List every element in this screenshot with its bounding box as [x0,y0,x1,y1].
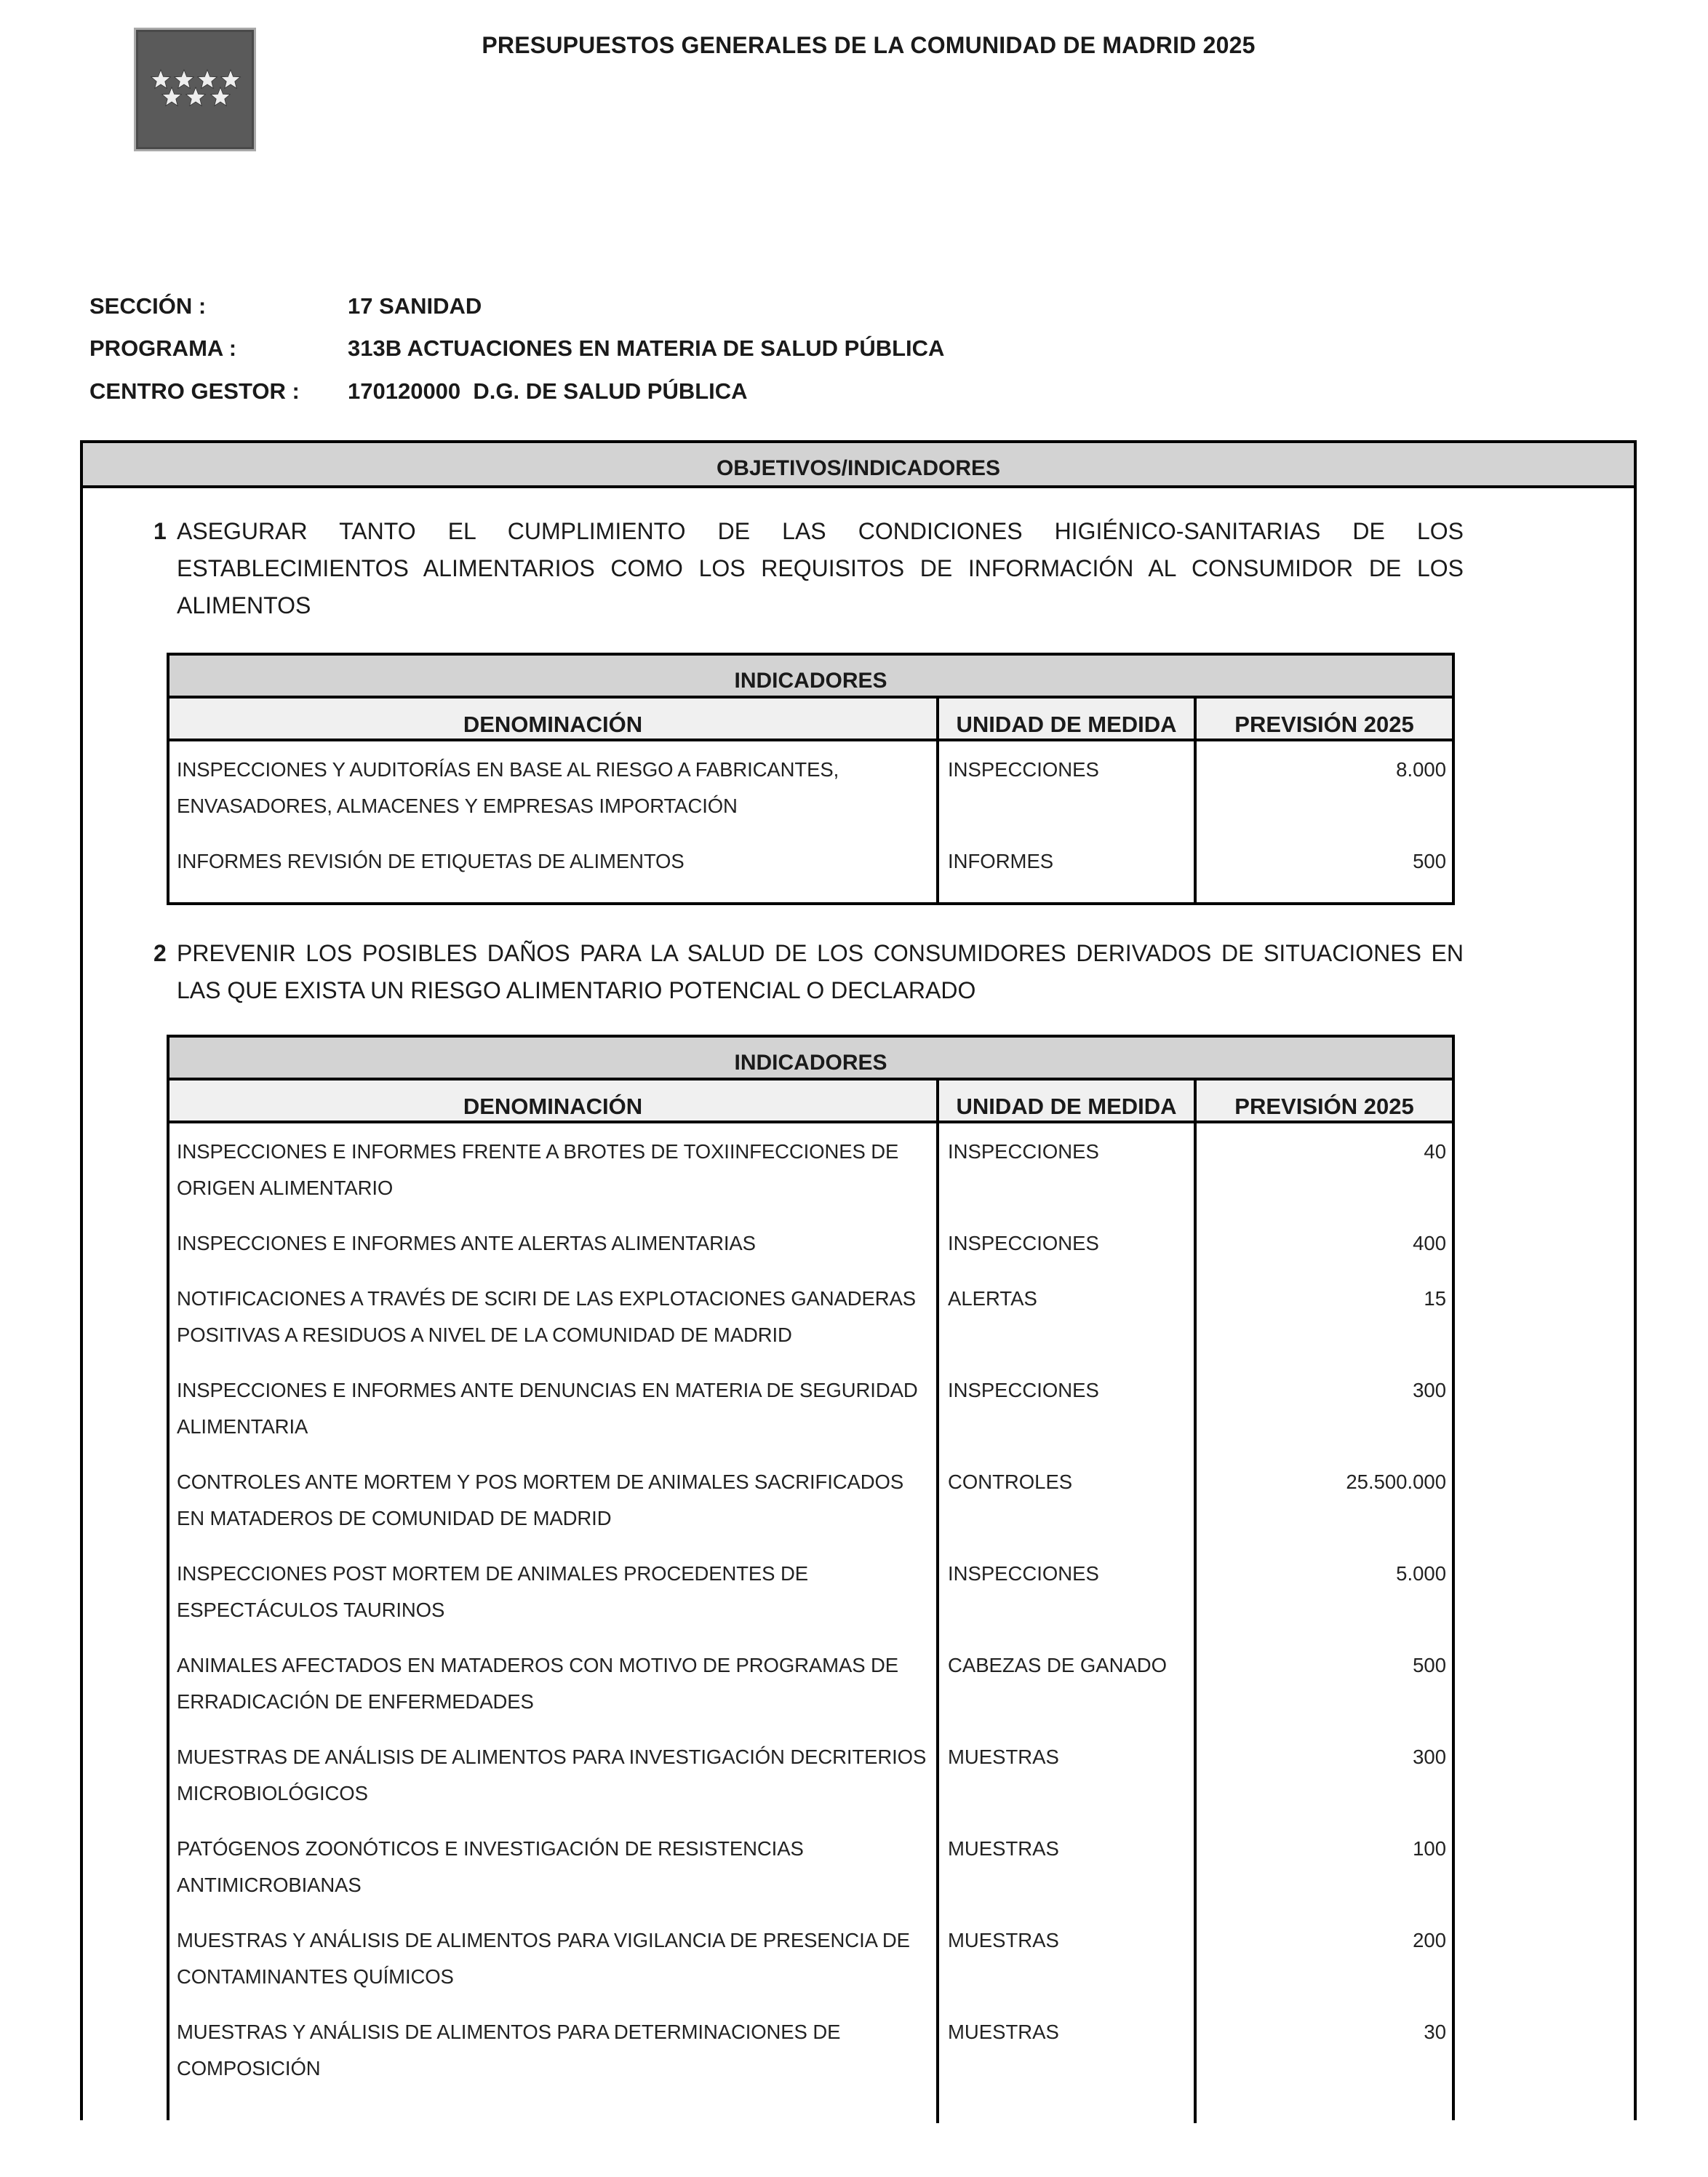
table-row [169,1739,1452,1831]
objective-1 [153,513,1464,624]
meta-label: CENTRO GESTOR : [89,378,300,404]
table-row [169,1281,1452,1372]
table-row [169,1225,1452,1281]
indicator-name: MUESTRAS Y ANÁLISIS DE ALIMENTOS PARA DETERMINACIONES DE COMPOSICIÓN [177,2021,841,2080]
objectives-header: OBJETIVOS/INDICADORES [83,443,1634,488]
col-prevision: PREVISIÓN 2025 [1234,712,1414,737]
indicator-forecast: 100 [1413,1837,1446,1860]
indicator-forecast: 500 [1413,1654,1446,1676]
indicator-forecast: 25.500.000 [1346,1470,1446,1493]
indicator-name: CONTROLES ANTE MORTEM Y POS MORTEM DE ANIMALES SACRIFICADOS EN MATADEROS DE COMUNIDAD DE MADRID [177,1470,904,1529]
indicator-name: MUESTRAS DE ANÁLISIS DE ALIMENTOS PARA INVESTIGACIÓN DECRITERIOS MICROBIOLÓGICOS [177,1746,927,1804]
indicator-unit: INSPECCIONES [948,1232,1099,1254]
indicator-name: INSPECCIONES Y AUDITORÍAS EN BASE AL RIESGO A FABRICANTES, ENVASADORES, ALMACENES Y EMPRESAS IMPORTACIÓN [177,758,839,817]
indicators-table-1 [167,653,1455,905]
objective-text: ASEGURAR TANTO EL CUMPLIMIENTO DE LAS CONDICIONES HIGIÉNICO-SANITARIAS DE LOS ESTABLECIMIENTOS ALIMENTARIOS COMO LOS REQUISITOS DE INFORMACIÓN AL CONSUMIDOR DE LOS ALIMENTOS [177,518,1464,618]
meta-value: 170120000 D.G. DE SALUD PÚBLICA [348,378,748,404]
meta-label: SECCIÓN : [89,293,207,319]
column-divider [936,1123,939,2123]
indicator-forecast: 15 [1424,1287,1446,1310]
indicator-unit: MUESTRAS [948,1837,1059,1860]
table-row [169,1134,1452,1225]
table-row [169,1647,1452,1739]
indicator-name: INSPECCIONES POST MORTEM DE ANIMALES PROCEDENTES DE ESPECTÁCULOS TAURINOS [177,1562,808,1621]
column-divider [1194,1123,1197,2123]
indicator-unit: MUESTRAS [948,2021,1059,2043]
objective-2 [153,935,1464,1009]
col-prevision: PREVISIÓN 2025 [1234,1094,1414,1119]
indicator-unit: ALERTAS [948,1287,1037,1310]
indicator-unit: INSPECCIONES [948,1562,1099,1585]
table-row [169,1372,1452,1464]
indicator-unit: CONTROLES [948,1470,1073,1493]
indicator-unit: INSPECCIONES [948,758,1099,781]
indicator-unit: INSPECCIONES [948,1379,1099,1401]
indicator-name: INSPECCIONES E INFORMES ANTE ALERTAS ALIMENTARIAS [177,1232,756,1254]
indicator-unit: CABEZAS DE GANADO [948,1654,1168,1676]
meta-label: PROGRAMA : [89,335,237,361]
col-denominacion: DENOMINACIÓN [169,699,939,739]
col-denominacion: DENOMINACIÓN [169,1080,939,1121]
table-row [169,1922,1452,2014]
table-body [169,741,1452,902]
indicator-unit: INFORMES [948,850,1054,872]
table-row [169,1464,1452,1556]
column-divider [936,741,939,902]
indicator-forecast: 5.000 [1396,1562,1446,1585]
indicators-table-2 [167,1035,1455,2120]
table-row [169,2014,1452,2106]
indicator-forecast: 300 [1413,1746,1446,1768]
indicator-forecast: 300 [1413,1379,1446,1401]
meta-value: 17 SANIDAD [348,293,482,319]
table-row [169,843,1452,899]
indicator-forecast: 500 [1413,850,1446,872]
indicator-forecast: 400 [1413,1232,1446,1254]
objective-text: PREVENIR LOS POSIBLES DAÑOS PARA LA SALUD DE LOS CONSUMIDORES DERIVADOS DE SITUACIONES EN LAS QUE EXISTA UN RIESGO ALIMENTARIO POTENCIAL O DECLARADO [177,940,1464,1003]
indicator-name: NOTIFICACIONES A TRAVÉS DE SCIRI DE LAS EXPLOTACIONES GANADERAS POSITIVAS A RESIDUOS A NIVEL DE LA COMUNIDAD DE MADRID [177,1287,917,1346]
table-row [169,1831,1452,1922]
table-row [169,1556,1452,1647]
indicator-name: PATÓGENOS ZOONÓTICOS E INVESTIGACIÓN DE RESISTENCIAS ANTIMICROBIANAS [177,1837,804,1896]
indicator-forecast: 30 [1424,2021,1446,2043]
indicator-name: INSPECCIONES E INFORMES ANTE DENUNCIAS EN MATERIA DE SEGURIDAD ALIMENTARIA [177,1379,918,1438]
objective-number: 2 [153,940,167,966]
objective-number: 1 [153,518,167,544]
indicators-title: INDICADORES [169,656,1452,699]
indicator-forecast: 40 [1424,1140,1446,1163]
indicator-name: INFORMES REVISIÓN DE ETIQUETAS DE ALIMENTOS [177,850,685,872]
meta-value: 313B ACTUACIONES EN MATERIA DE SALUD PÚBLICA [348,335,945,361]
col-unidad: UNIDAD DE MEDIDA [939,1080,1197,1121]
indicator-forecast: 200 [1413,1929,1446,1951]
indicator-unit: INSPECCIONES [948,1140,1099,1163]
indicator-name: INSPECCIONES E INFORMES FRENTE A BROTES DE TOXIINFECCIONES DE ORIGEN ALIMENTARIO [177,1140,899,1199]
indicator-forecast: 8.000 [1396,758,1446,781]
indicator-name: ANIMALES AFECTADOS EN MATADEROS CON MOTIVO DE PROGRAMAS DE ERRADICACIÓN DE ENFERMEDADES [177,1654,898,1713]
indicator-unit: MUESTRAS [948,1746,1059,1768]
col-unidad: UNIDAD DE MEDIDA [939,699,1197,739]
document-title: PRESUPUESTOS GENERALES DE LA COMUNIDAD DE MADRID 2025 [482,32,1256,58]
table-row [169,752,1452,843]
table-body [169,1123,1452,2123]
column-headers [169,1080,1452,1123]
indicators-title: INDICADORES [169,1038,1452,1080]
column-headers [169,699,1452,741]
indicator-unit: MUESTRAS [948,1929,1059,1951]
column-divider [1194,741,1197,902]
indicator-name: MUESTRAS Y ANÁLISIS DE ALIMENTOS PARA VIGILANCIA DE PRESENCIA DE CONTAMINANTES QUÍMICOS [177,1929,910,1988]
